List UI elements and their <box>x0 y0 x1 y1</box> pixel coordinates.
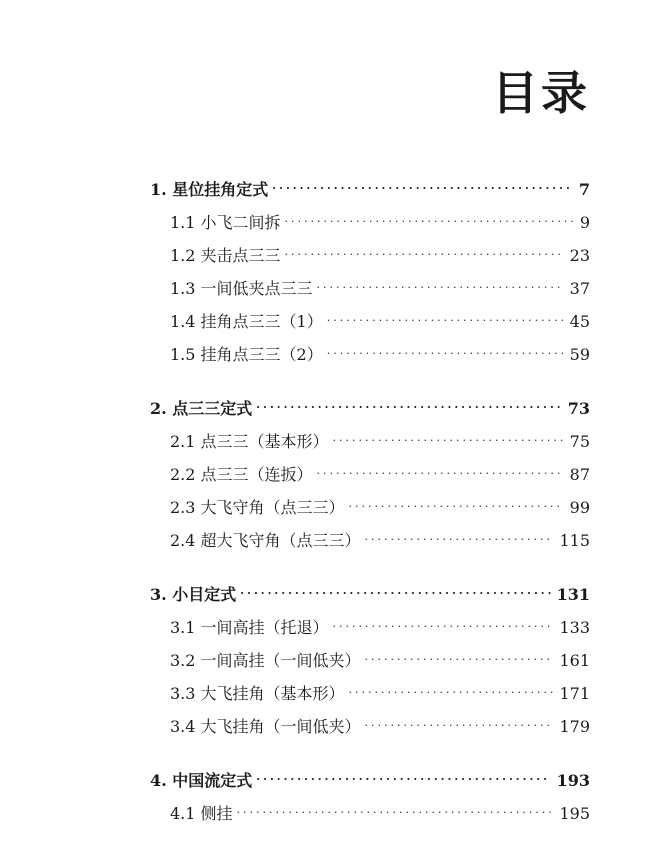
toc-entry[interactable] <box>150 681 590 714</box>
dot-leader <box>317 467 564 480</box>
toc-entry[interactable] <box>150 429 590 462</box>
dot-leader <box>327 314 564 327</box>
dot-leader <box>333 620 554 633</box>
dot-leader <box>365 719 554 732</box>
toc-entry[interactable] <box>150 528 590 561</box>
toc-page-number: 195 <box>559 804 590 823</box>
toc-chapter-entry[interactable] <box>150 582 590 615</box>
table-of-contents <box>150 177 590 855</box>
toc-page-number: 161 <box>559 651 590 670</box>
toc-page-number: 133 <box>559 618 590 637</box>
toc-entry-title: 1.2 夹击点三三 <box>170 246 281 265</box>
toc-section-1 <box>150 177 590 375</box>
page-title: 目录 <box>492 66 590 120</box>
toc-page-number: 87 <box>569 465 590 484</box>
toc-page-number: 45 <box>569 312 590 331</box>
toc-entry-title: 4. 中国流定式 <box>150 771 253 790</box>
toc-entry-title: 3. 小目定式 <box>150 585 237 604</box>
toc-section-3 <box>150 582 590 747</box>
toc-entry[interactable] <box>150 462 590 495</box>
toc-entry-title: 2.2 点三三（连扳） <box>170 465 313 484</box>
toc-chapter-entry[interactable] <box>150 768 590 801</box>
toc-entry-title: 4.1 侧挂 <box>170 804 233 823</box>
toc-entry[interactable] <box>150 615 590 648</box>
toc-entry[interactable] <box>150 342 590 375</box>
dot-leader <box>285 215 574 228</box>
dot-leader <box>349 686 554 699</box>
toc-entry[interactable] <box>150 495 590 528</box>
toc-entry-title: 3.2 一间高挂（一间低夹） <box>170 651 361 670</box>
toc-page-number: 131 <box>556 585 590 604</box>
dot-leader <box>256 401 561 414</box>
toc-page-number: 75 <box>569 432 590 451</box>
toc-section-2 <box>150 396 590 561</box>
dot-leader <box>237 806 554 819</box>
toc-section-4 <box>150 768 590 834</box>
toc-entry[interactable] <box>150 309 590 342</box>
dot-leader <box>349 500 564 513</box>
dot-leader <box>365 653 554 666</box>
toc-page-number: 9 <box>579 213 590 232</box>
toc-page-number: 37 <box>569 279 590 298</box>
toc-entry-title: 1. 星位挂角定式 <box>150 180 269 199</box>
toc-entry[interactable] <box>150 801 590 834</box>
dot-leader <box>327 347 564 360</box>
toc-chapter-entry[interactable] <box>150 396 590 429</box>
toc-chapter-entry[interactable] <box>150 177 590 210</box>
toc-entry[interactable] <box>150 210 590 243</box>
toc-page-number: 115 <box>559 531 590 550</box>
toc-page-number: 7 <box>578 180 590 199</box>
toc-entry-title: 1.3 一间低夹点三三 <box>170 279 313 298</box>
toc-entry-title: 1.1 小飞二间拆 <box>170 213 281 232</box>
dot-leader <box>256 773 550 786</box>
toc-entry-title: 2.4 超大飞守角（点三三） <box>170 531 361 550</box>
dot-leader <box>240 587 550 600</box>
toc-page-number: 171 <box>559 684 590 703</box>
toc-page-number: 179 <box>559 717 590 736</box>
toc-page-number: 73 <box>567 399 590 418</box>
toc-entry[interactable] <box>150 243 590 276</box>
toc-entry-title: 1.5 挂角点三三（2） <box>170 345 323 364</box>
toc-page-number: 59 <box>569 345 590 364</box>
toc-entry-title: 3.1 一间高挂（托退） <box>170 618 329 637</box>
toc-entry-title: 2. 点三三定式 <box>150 399 253 418</box>
dot-leader <box>365 533 554 546</box>
toc-page-number: 193 <box>556 771 590 790</box>
dot-leader <box>272 182 573 195</box>
toc-entry[interactable] <box>150 276 590 309</box>
toc-page-number: 23 <box>569 246 590 265</box>
toc-entry-title: 3.4 大飞挂角（一间低夹） <box>170 717 361 736</box>
toc-entry[interactable] <box>150 648 590 681</box>
toc-entry-title: 1.4 挂角点三三（1） <box>170 312 323 331</box>
toc-entry-title: 2.1 点三三（基本形） <box>170 432 329 451</box>
dot-leader <box>317 281 564 294</box>
toc-entry-title: 2.3 大飞守角（点三三） <box>170 498 345 517</box>
toc-entry-title: 3.3 大飞挂角（基本形） <box>170 684 345 703</box>
toc-page-number: 99 <box>569 498 590 517</box>
dot-leader <box>285 248 564 261</box>
dot-leader <box>333 434 564 447</box>
toc-entry[interactable] <box>150 714 590 747</box>
